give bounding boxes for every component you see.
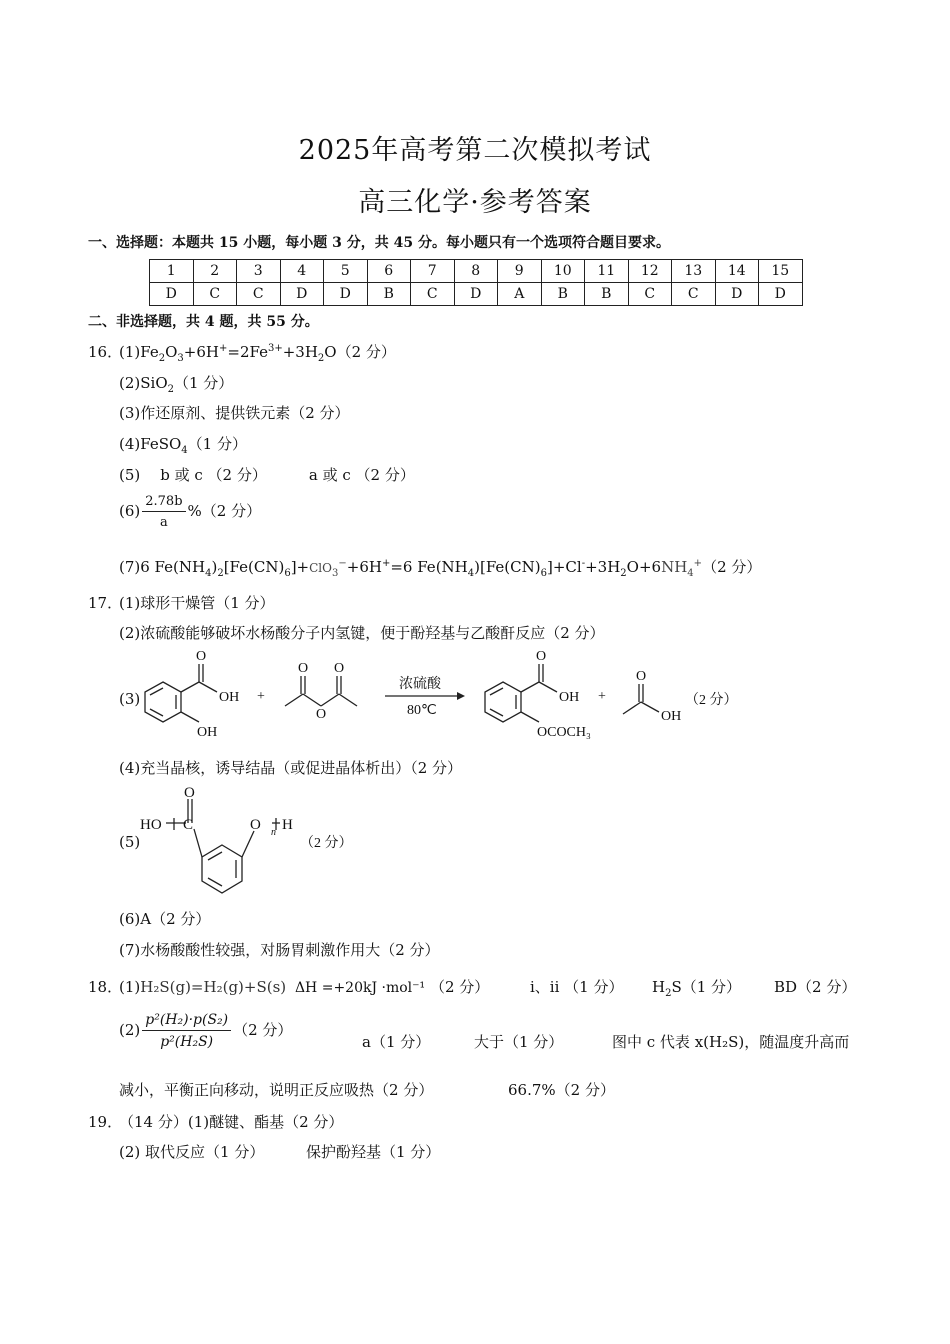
table-cell: D [715,283,759,306]
table-cell: 8 [454,260,498,283]
page-subtitle: 高三化学·参考答案 [358,187,592,218]
table-cell: B [585,283,629,306]
atom-label: O [636,669,647,684]
table-cell: 3 [237,260,281,283]
fraction: $\frac{\text{p²(H₂)·p(S₂)}}{\text{p²(H₂S)}}$ [142,1012,231,1050]
atom-label: OH [219,690,240,705]
q18-answer-2-continued: 减小，平衡正向移动，说明正反应吸热（2 分） [119,1081,434,1099]
atom-label: HO [140,817,162,833]
table-cell: C [672,283,716,306]
subscript-n: n [271,827,276,838]
q16-answer-6: (6) $\frac{2.78b}{a}$ %（2 分） [119,494,262,530]
q19-answer-1: （14 分）(1)醚键、酯基（2 分） [119,1113,344,1131]
q18-answer-2d: 图中 c 代表 x(H₂S)，随温度升高而 [612,1033,850,1051]
score-label: （2 分） [300,836,353,851]
atom-label: O [316,707,327,722]
q16-answer-2: (2)SiO$_2$（1 分） [119,374,234,395]
table-cell: 12 [628,260,672,283]
table-cell: C [628,283,672,306]
table-cell: C [193,283,237,306]
table-cell: 9 [498,260,542,283]
q17-answer-6: (6)A（2 分） [119,910,211,928]
atom-label: OCOCH₃ [537,725,591,740]
q18-number: 18． [88,978,123,996]
table-cell: 1 [150,260,194,283]
fraction: $\frac{2.78b}{a}$ [142,494,185,530]
atom-label: O [298,661,309,676]
table-cell: D [454,283,498,306]
q17-answer-2: (2)浓硫酸能够破坏水杨酸分子内氢键，便于酚羟基与乙酸酐反应（2 分） [119,624,605,642]
q18-answer-1c: $H_2S(1$ 分） [652,978,742,999]
table-cell: 7 [411,260,455,283]
table-cell: 4 [280,260,324,283]
q17-answer-5-label: (5) [119,833,141,851]
answer-table [149,259,803,306]
table-cell: 6 [367,260,411,283]
table-cell: B [541,283,585,306]
q16-answer-7: (7)6 $Fe(NH_4)_2[Fe(CN)_6]+ClO_3^-+6H^+=6$ $Fe(NH_4)[Fe(CN)_6]+Cl^-+3H_2O+6NH_4^+(2$ 分） [119,558,762,579]
q16-answer-5: (5) b 或 c （2 分） a 或 c （2 分） [119,466,415,484]
answer-table-number-row [150,260,803,283]
q17-polymer-structure [138,783,378,898]
q16-answer-4: (4)FeSO$_4$（1 分） [119,435,247,456]
q16-answer-3: (3)作还原剂、提供铁元素（2 分） [119,404,350,422]
table-cell: 10 [541,260,585,283]
q17-answer-3-label: (3) [119,690,141,708]
plus-sign: + [598,689,606,704]
reaction-condition: 浓硫酸 [399,677,441,692]
table-cell: D [280,283,324,306]
q17-number: 17． [88,594,123,612]
q16-answer-1: $(1)Fe_2O_3+6H^+=2Fe^{3+}+3H_2O(2$ 分） [119,343,396,364]
q19-answer-2b: 保护酚羟基（1 分） [306,1143,441,1161]
atom-label: OH [197,725,218,740]
table-cell: 2 [193,260,237,283]
table-cell: A [498,283,542,306]
atom-label: OH [661,709,682,724]
table-cell: 5 [324,260,368,283]
q19-answer-2: (2) 取代反应（1 分） [119,1143,265,1161]
q18-answer-2: (2) $\frac{\text{p²(H₂)·p(S₂)}}{\text{p²(H₂S)}}$ （2 分） [119,1012,293,1050]
score-label: （2 分） [685,693,738,708]
atom-label: O [536,649,547,664]
q16-number: 16． [88,343,123,361]
table-cell: C [411,283,455,306]
table-cell: C [237,283,281,306]
atom-label: O [250,817,261,833]
atom-label: O [184,785,195,801]
table-cell: D [150,283,194,306]
q18-answer-1b: i、ii （1 分） [530,978,624,996]
table-cell: D [759,283,803,306]
q17-answer-7: (7)水杨酸酸性较强，对肠胃刺激作用大（2 分） [119,941,440,959]
q19-number: 19． [88,1113,123,1131]
atom-label: H [282,817,293,833]
reaction-condition: 80℃ [407,703,437,718]
atom-label: C [183,817,194,833]
section1-heading: 一、选择题：本题共 15 小题，每小题 3 分，共 45 分。每小题只有一个选项符合题目要求。 [88,235,670,251]
table-cell: D [324,283,368,306]
q17-answer-1: (1)球形干燥管（1 分） [119,594,275,612]
q18-answer-2b: a（1 分） [362,1033,431,1051]
atom-label: O [196,649,207,664]
q18-answer-2e: 66.7%（2 分） [508,1081,615,1099]
table-cell: B [367,283,411,306]
q17-answer-4: (4)充当晶核，诱导结晶（或促进晶体析出）（2 分） [119,759,463,777]
table-cell: 13 [672,260,716,283]
table-cell: 11 [585,260,629,283]
section2-heading: 二、非选择题，共 4 题，共 55 分。 [88,314,319,330]
q17-reaction-scheme [135,648,775,748]
q18-answer-2c: 大于（1 分） [474,1033,564,1051]
table-cell: 14 [715,260,759,283]
atom-label: OH [559,690,580,705]
table-cell: 15 [759,260,803,283]
atom-label: O [334,661,345,676]
q18-answer-1: (1)H₂S(g)=H₂(g)+S(s) ΔH =+20kJ ·mol⁻¹ （2 分） [119,978,490,996]
page-title: 2025年高考第二次模拟考试 [298,135,652,166]
q18-answer-1d: BD（2 分） [774,978,857,996]
answer-table-answer-row [150,283,803,306]
plus-sign: + [257,689,265,704]
